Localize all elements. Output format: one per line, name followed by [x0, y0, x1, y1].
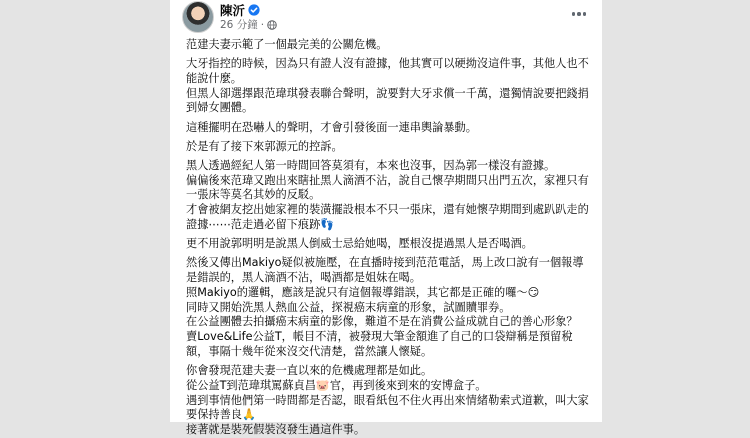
post-paragraph: 范建夫妻示範了一個最完美的公關危機。: [186, 38, 388, 51]
post-paragraph: 才會被網友挖出她家裡的裝潢擺設根本不只一張床，還有她懷孕期間到處趴趴走的證據⋯⋯范走過必留下痕跡👣: [186, 203, 589, 231]
post-paragraph: 從公益T到范瑋琪罵蘇貞昌🐷官，再到後來到來的安博盒子。: [186, 378, 487, 392]
facebook-post-card: [170, 0, 602, 437]
verified-badge-icon: [248, 4, 260, 16]
post-paragraph: 偏偏後來范瑋又跑出來瞎扯黑人滴酒不沾，說自己懷孕期間只出門五次，家裡只有一張床等莫名其妙的反駁。: [186, 173, 589, 202]
post-paragraph: 於是有了接下來郭源元的控訴。: [186, 139, 343, 153]
more-options-icon[interactable]: [568, 6, 590, 22]
post-paragraph: 在公益團體去拍攝癌末病童的影像，難道不是在消費公益成就自己的善心形象？: [186, 315, 578, 329]
post-paragraph: 遇到事情他們第一時間都是否認，眼看紙包不住火再出來情緒勒索式道歉，叫大家要保持善良🙏: [186, 393, 589, 422]
globe-icon: [267, 20, 277, 30]
post-paragraph: 同時又開始洗黑人熱血公益，探視癌末病童的形象，試圖贖罪券。: [186, 300, 511, 314]
author-name[interactable]: 陳沂: [220, 3, 246, 18]
post-header: [182, 0, 592, 36]
post-paragraph: 照Makiyo的邏輯，應該是說只有這個報導錯誤，其它都是正確的囉～😏: [186, 285, 540, 299]
post-body: [186, 38, 594, 438]
post-paragraph: 然後又傳出Makiyo疑似被施壓，在直播時接到范范電話，馬上改口說有一個報導是錯誤的，黑人滴酒不沾，喝酒都是姐妹在喝。: [186, 256, 584, 284]
post-paragraph: 但黑人卻選擇跟范瑋琪發表聯合聲明，說要對大牙求償一千萬，還獨情說要把錢捐到婦女團體。: [186, 86, 589, 115]
post-paragraph: 更不用說郭明明是說黑人倒威士忌給她喝，壓根沒提過黑人是否喝酒。: [186, 237, 533, 251]
post-paragraph: 大牙指控的時候，因為只有證人沒有證據，他其實可以硬拗沒這件事，其他人也不能說什麼。: [186, 57, 589, 85]
meta-separator: ·: [260, 18, 265, 31]
post-paragraph: 這種擺明在恐嚇人的聲明，才會引發後面一連串輿論暴動。: [186, 120, 477, 134]
avatar[interactable]: [182, 1, 214, 33]
post-meta: [220, 17, 277, 32]
post-paragraph: 你會發現范建夫妻一直以來的危機處理都是如此。: [186, 364, 433, 378]
post-timestamp[interactable]: 26 分鐘: [220, 19, 258, 31]
post-paragraph: 黑人透過經紀人第一時間回答莫須有，本來也沒事，因為郭一樣沒有證據。: [186, 158, 556, 172]
post-paragraph: 接著就是裝死假裝沒發生過這件事。: [186, 423, 366, 437]
post-paragraph: 賣Love&Life公益T，帳目不清，被發現大筆金額進了自己的口袋辯稱是預留稅額，事隔十幾年從來沒交代清楚，當然讓人懷疑。: [186, 330, 573, 358]
